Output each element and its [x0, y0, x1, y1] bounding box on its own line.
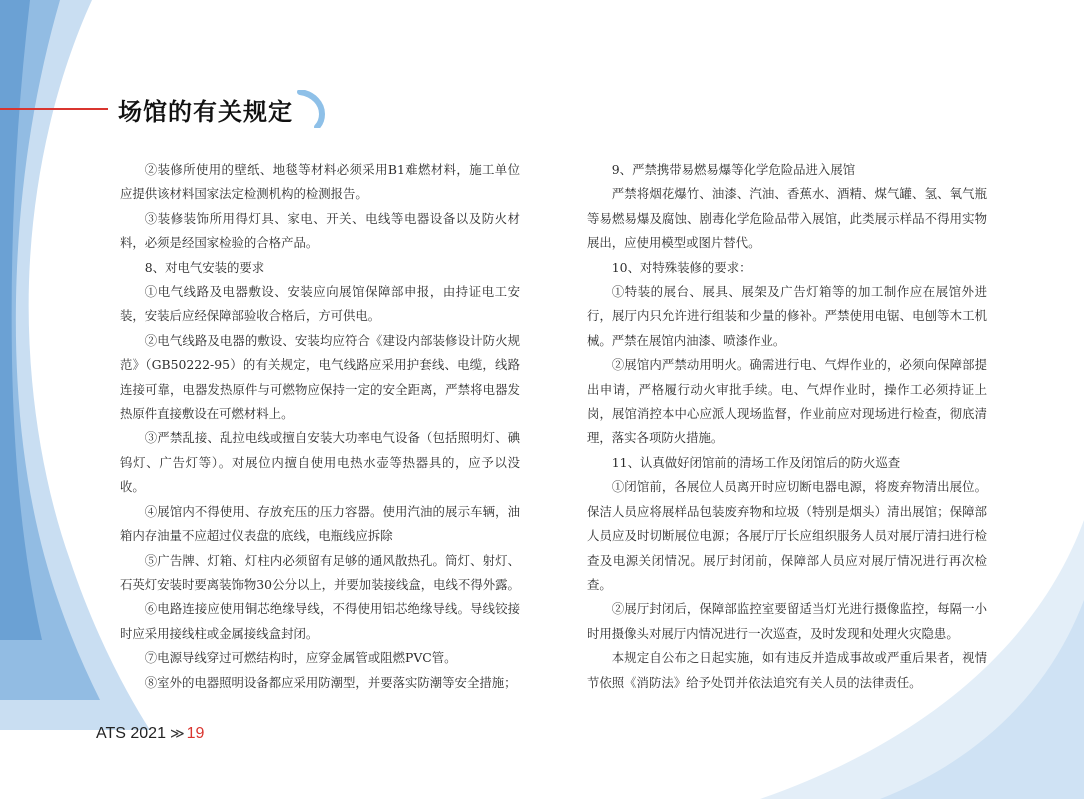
- paragraph: ②装修所使用的壁纸、地毯等材料必须采用B1难燃材料，施工单位应提供该材料国家法定检测机构的检测报告。: [120, 162, 520, 202]
- title-arc-ornament: [296, 90, 326, 128]
- paragraph: ⑧室外的电器照明设备都应采用防潮型，并要落实防潮等安全措施；: [144, 674, 517, 690]
- section-heading: 9、严禁携带易燃易爆等化学危险品进入展馆: [611, 162, 856, 177]
- page-title: 场馆的有关规定: [118, 98, 293, 126]
- paragraph: ③装修装饰所用得灯具、家电、开关、电线等电器设备以及防火材料，必须是经国家检验的合格产品。: [120, 210, 520, 251]
- chevron-double-right-icon: ≫: [169, 725, 185, 741]
- paragraph: ②电气线路及电器的敷设、安装均应符合《建设内部装修设计防火规范》（GB50222-95）的有关规定，电气线路应采用护套线、电缆，线路连接可靠，电器发热原件与可燃物应保持一定的安全距离，严禁将电器发热原件直接敷设在可燃材料上。: [120, 332, 520, 422]
- paragraph: ③严禁乱接、乱拉电线或擅自安装大功率电气设备（包括照明灯、碘钨灯、广告灯等）。对展位内擅自使用电热水壶等热器具的，应予以没收。: [120, 430, 520, 495]
- paragraph: ④展馆内不得使用、存放充压的压力容器。使用汽油的展示车辆，油箱内存油量不应超过仪表盘的底线，电瓶线应拆除: [120, 503, 520, 544]
- paragraph: 本规定自公布之日起实施，如有违反并造成事故或严重后果者，视情节依照《消防法》给予处罚并依法追究有关人员的法律责任。: [587, 650, 987, 690]
- paragraph: ⑥电路连接应使用铜芯绝缘导线，不得使用铝芯绝缘导线。导线铰接时应采用接线柱或金属接线盒封闭。: [120, 601, 520, 641]
- paragraph: ②展馆内严禁动用明火。确需进行电、气焊作业的，必须向保障部提出申请，严格履行动火审批手续。电、气焊作业时，操作工必须持证上岗，展馆消控本中心应派人现场监督，作业前应对现场进行检查，彻底清理，落实各项防火措施。: [587, 357, 987, 446]
- page-number: 19: [186, 725, 205, 742]
- page-footer: [96, 725, 204, 743]
- section-heading: 10、对特殊装修的要求：: [611, 259, 752, 275]
- paragraph: ①闭馆前，各展位人员离开时应切断电器电源，将废弃物清出展位。保洁人员应将展样品包装废弃物和垃圾（特别是烟头）清出展馆；保障部人员应及时切断展位电源；各展厅厅长应组织服务人员对展厅清扫进行检查及电源关闭情况。展厅封闭前，保障部人员应对展厅情况进行再次检查。: [587, 479, 987, 592]
- header-accent-line: [0, 108, 108, 110]
- paragraph: ①电气线路及电器敷设、安装应向展馆保障部申报，由持证电工安装，安装后应经保障部验收合格后，方可供电。: [120, 284, 520, 324]
- left-text-column: [120, 158, 520, 695]
- section-heading: 8、对电气安装的要求: [144, 259, 265, 275]
- section-heading: 11、认真做好闭馆前的清场工作及闭馆后的防火巡查: [611, 454, 901, 470]
- footer-brand: ATS 2021: [96, 725, 166, 742]
- paragraph: ⑤广告牌、灯箱、灯柱内必须留有足够的通风散热孔。筒灯、射灯、石英灯安装时要离装饰物30公分以上，并要加装接线盒，电线不得外露。: [120, 552, 520, 592]
- paragraph: ②展厅封闭后，保障部监控室要留适当灯光进行摄像监控，每隔一小时用摄像头对展厅内情况进行一次巡查，及时发现和处理火灾隐患。: [587, 601, 987, 641]
- paragraph: ⑦电源导线穿过可燃结构时，应穿金属管或阻燃PVC管。: [144, 650, 457, 666]
- paragraph: 严禁将烟花爆竹、油漆、汽油、香蕉水、酒精、煤气罐、氢、氧气瓶等易燃易爆及腐蚀、剧毒化学危险品带入展馆，此类展示样品不得用实物展出，应使用模型或图片替代。: [587, 186, 987, 251]
- right-text-column: [587, 158, 987, 695]
- paragraph: ①特装的展台、展具、展架及广告灯箱等的加工制作应在展馆外进行，展厅内只允许进行组装和少量的修补。严禁使用电锯、电刨等木工机械。严禁在展馆内油漆、喷漆作业。: [587, 284, 987, 348]
